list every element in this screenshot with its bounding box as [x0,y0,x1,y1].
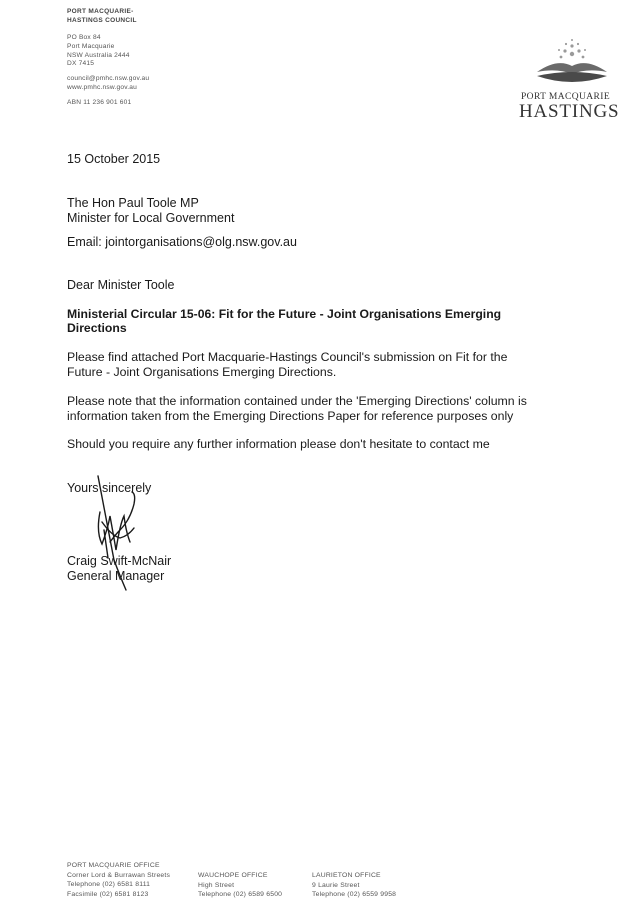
signatory-title: General Manager [67,569,165,583]
council-logo [515,38,625,123]
address-line: DX 7415 [67,60,95,68]
salutation: Dear Minister Toole [67,278,175,292]
footer-office-wauchope [198,871,282,900]
address-line: Port Macquarie [67,42,115,50]
recipient-name: The Hon Paul Toole MP [67,196,199,210]
office-facsimile: Facsimile (02) 6581 8123 [67,890,149,898]
sun-wave-logo-icon [515,38,625,93]
letter-date: 15 October 2015 [67,152,161,166]
office-telephone: Telephone (02) 6589 6500 [198,891,283,898]
address-line: NSW Australia 2444 [67,51,130,59]
council-abn: ABN 11 236 901 601 [67,98,132,106]
footer-office-port-macquarie [67,861,170,899]
paragraph-3: Should you require any further information please don't hesitate to contact me [67,437,490,451]
paragraph-1-line-2: Future - Joint Organisations Emerging Directions. [67,365,337,379]
logo-text-hastings: HASTINGS [519,101,620,122]
paragraph-2-line-1: Please note that the information contained under the 'Emerging Directions' column is [67,394,527,408]
closing: Yours sincerely [67,481,152,495]
letterhead-council-details [67,7,267,108]
council-website: www.pmhc.nsw.gov.au [67,83,138,91]
subject-line: Ministerial Circular 15-06: Fit for the Future - Joint Organisations Emerging [67,307,502,321]
council-name-line1: PORT MACQUARIE- [67,8,134,15]
footer-office-laurieton [312,871,396,900]
office-address: Corner Lord & Burrawan Streets [67,871,171,879]
recipient-email: Email: jointorganisations@olg.nsw.gov.au [67,235,297,249]
office-name: PORT MACQUARIE OFFICE [67,862,160,869]
office-address: High Street [198,881,235,889]
subject-line: Directions [67,321,127,335]
office-name: WAUCHOPE OFFICE [198,872,268,879]
paragraph-2-line-2: information taken from the Emerging Directions Paper for reference purposes only [67,409,514,423]
council-name-line2: HASTINGS COUNCIL [67,17,137,24]
address-line: PO Box 84 [67,34,101,41]
council-email: council@pmhc.nsw.gov.au [67,75,150,83]
recipient-title: Minister for Local Government [67,211,235,225]
logo-text-port-macquarie: PORT MACQUARIE [521,92,611,102]
office-telephone: Telephone (02) 6559 9958 [312,891,397,898]
office-telephone: Telephone (02) 6581 8111 [67,881,151,888]
office-address: 9 Laurie Street [312,881,360,889]
office-name: LAURIETON OFFICE [312,872,381,879]
signatory-name: Craig Swift-McNair [67,554,172,568]
paragraph-1-line-1: Please find attached Port Macquarie-Hastings Council's submission on Fit for the [67,350,508,364]
